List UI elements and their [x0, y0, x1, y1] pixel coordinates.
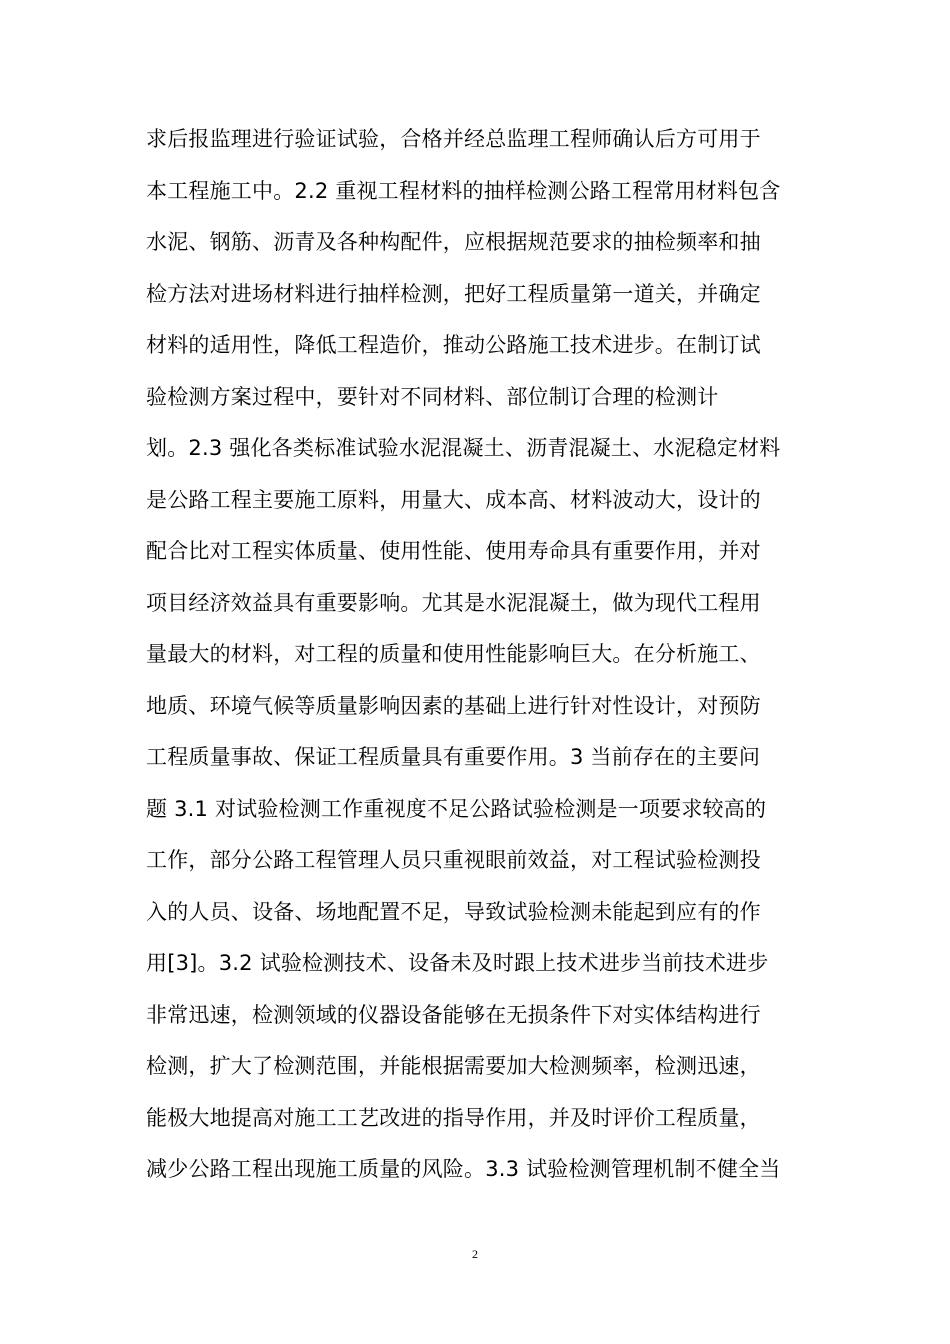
text-line: 题 3.1 对试验检测工作重视度不足公路试验检测是一项要求较高的 [146, 796, 767, 821]
text-line: 用[3]。3.2 试验检测技术、设备未及时跟上技术进步当前技术进步 [146, 951, 769, 975]
text-line: 工程质量事故、保证工程质量具有重要作用。3 当前存在的主要问 [146, 745, 761, 769]
text-line: 配合比对工程实体质量、使用性能、使用寿命具有重要作用，并对 [146, 539, 761, 563]
text-line: 验检测方案过程中，要针对不同材料、部位制订合理的检测计 [146, 384, 719, 409]
text-line: 项目经济效益具有重要影响。尤其是水泥混凝土，做为现代工程用 [146, 590, 761, 615]
text-line: 非常迅速，检测领域的仪器设备能够在无损条件下对实体结构进行 [146, 1002, 761, 1027]
text-line: 是公路工程主要施工原料，用量大、成本高、材料波动大，设计的 [146, 487, 761, 512]
text-line: 划。2.3 强化各类标准试验水泥混凝土、沥青混凝土、水泥稳定材料 [146, 436, 781, 460]
text-line: 量最大的材料，对工程的质量和使用性能影响巨大。在分析施工、 [146, 642, 761, 666]
text-line: 地质、环境气候等质量影响因素的基础上进行针对性设计，对预防 [146, 693, 761, 718]
page-number: 2 [472, 1247, 478, 1261]
text-line: 求后报监理进行验证试验，合格并经总监理工程师确认后方可用于 [146, 127, 761, 151]
body-text [146, 114, 816, 1196]
text-line: 水泥、钢筋、沥青及各种构配件，应根据规范要求的抽检频率和抽 [146, 230, 761, 254]
text-line: 能极大地提高对施工工艺改进的指导作用，并及时评价工程质量， [146, 1105, 761, 1130]
text-line: 检方法对进场材料进行抽样检测，把好工程质量第一道关，并确定 [146, 281, 761, 306]
text-line: 本工程施工中。2.2 重视工程材料的抽样检测公路工程常用材料包含 [146, 178, 781, 203]
text-line: 检测，扩大了检测范围，并能根据需要加大检测频率，检测迅速， [146, 1054, 761, 1078]
text-line: 入的人员、设备、场地配置不足，导致试验检测未能起到应有的作 [146, 899, 761, 924]
text-line: 材料的适用性，降低工程造价，推动公路施工技术进步。在制订试 [146, 333, 761, 357]
text-line: 工作，部分公路工程管理人员只重视眼前效益，对工程试验检测投 [146, 848, 761, 872]
text-line: 减少公路工程出现施工质量的风险。3.3 试验检测管理机制不健全当 [146, 1157, 781, 1181]
